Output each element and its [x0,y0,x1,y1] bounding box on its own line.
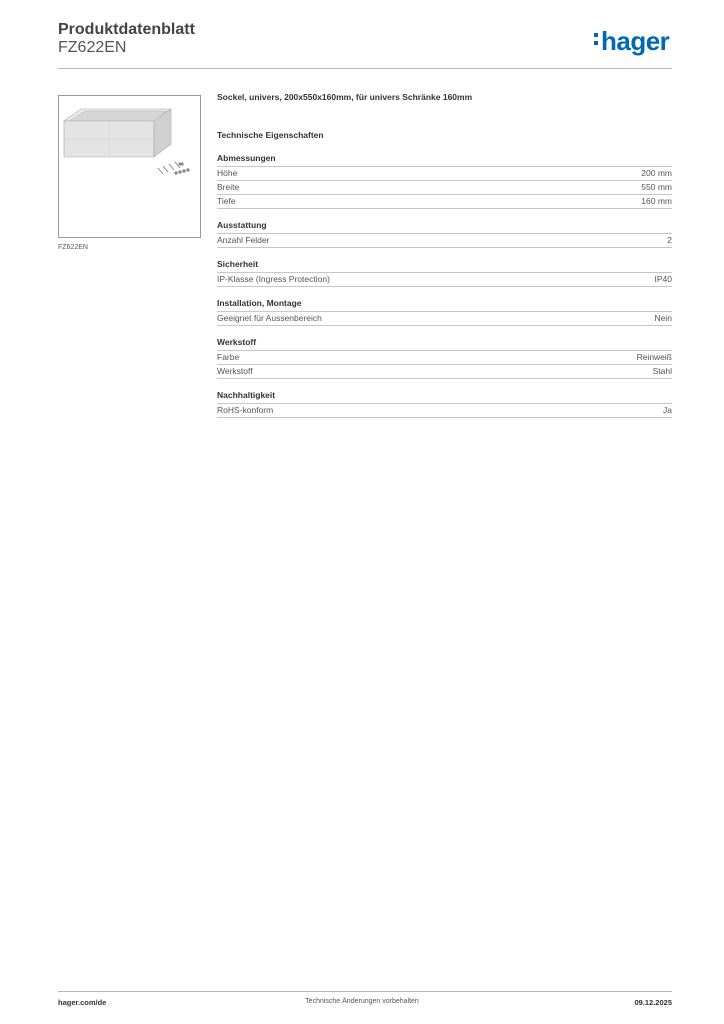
footer-date: 09.12.2025 [634,998,672,1007]
property-row [217,167,672,181]
property-value: 2 [667,235,672,245]
logo-dots-icon [594,26,599,45]
logo-text: hager [601,26,670,56]
section-sustainability [217,390,672,418]
section-equipment [217,220,672,248]
product-details [217,92,672,418]
property-row [217,234,672,248]
property-label: RoHS-konform [217,405,274,415]
section-installation [217,298,672,326]
hager-logo [594,26,669,57]
property-value: Ja [663,405,672,415]
footer-divider [58,991,672,992]
section-safety [217,259,672,287]
property-row [217,365,672,379]
property-label: Farbe [217,352,240,362]
property-row [217,195,672,209]
plinth-illustration-icon [59,96,200,237]
footer-website-link[interactable]: hager.com/de [58,998,107,1007]
property-row [217,404,672,418]
property-row [217,273,672,287]
tech-properties-heading: Technische Eigenschaften [217,130,324,140]
section-title: Abmessungen [217,153,672,167]
property-value: Reinweiß [636,352,672,362]
property-value: IP40 [654,274,672,284]
section-title: Ausstattung [217,220,672,234]
property-row [217,181,672,195]
property-label: Höhe [217,168,238,178]
property-label: Werkstoff [217,366,253,376]
section-material [217,337,672,379]
property-value: Nein [654,313,672,323]
property-label: IP-Klasse (Ingress Protection) [217,274,330,284]
property-label: Anzahl Felder [217,235,270,245]
section-title: Sicherheit [217,259,672,273]
product-code: FZ622EN [58,39,127,56]
image-caption: FZ622EN [58,244,88,251]
property-value: 160 mm [641,196,672,206]
product-image [58,95,201,238]
property-label: Geeignet für Aussenbereich [217,313,322,323]
section-dimensions [217,153,672,209]
property-value: 550 mm [641,182,672,192]
property-value: 200 mm [641,168,672,178]
footer-disclaimer: Technische Änderungen vorbehalten [305,998,419,1005]
product-description: Sockel, univers, 200x550x160mm, für univers Schränke 160mm [217,92,473,102]
section-title: Installation, Montage [217,298,672,312]
property-row [217,312,672,326]
property-label: Breite [217,182,240,192]
property-row [217,351,672,365]
property-label: Tiefe [217,196,236,206]
header-divider [58,68,672,69]
section-title: Werkstoff [217,337,672,351]
section-title: Nachhaltigkeit [217,390,672,404]
property-value: Stahl [652,366,672,376]
page-title: Produktdatenblatt [58,21,195,38]
